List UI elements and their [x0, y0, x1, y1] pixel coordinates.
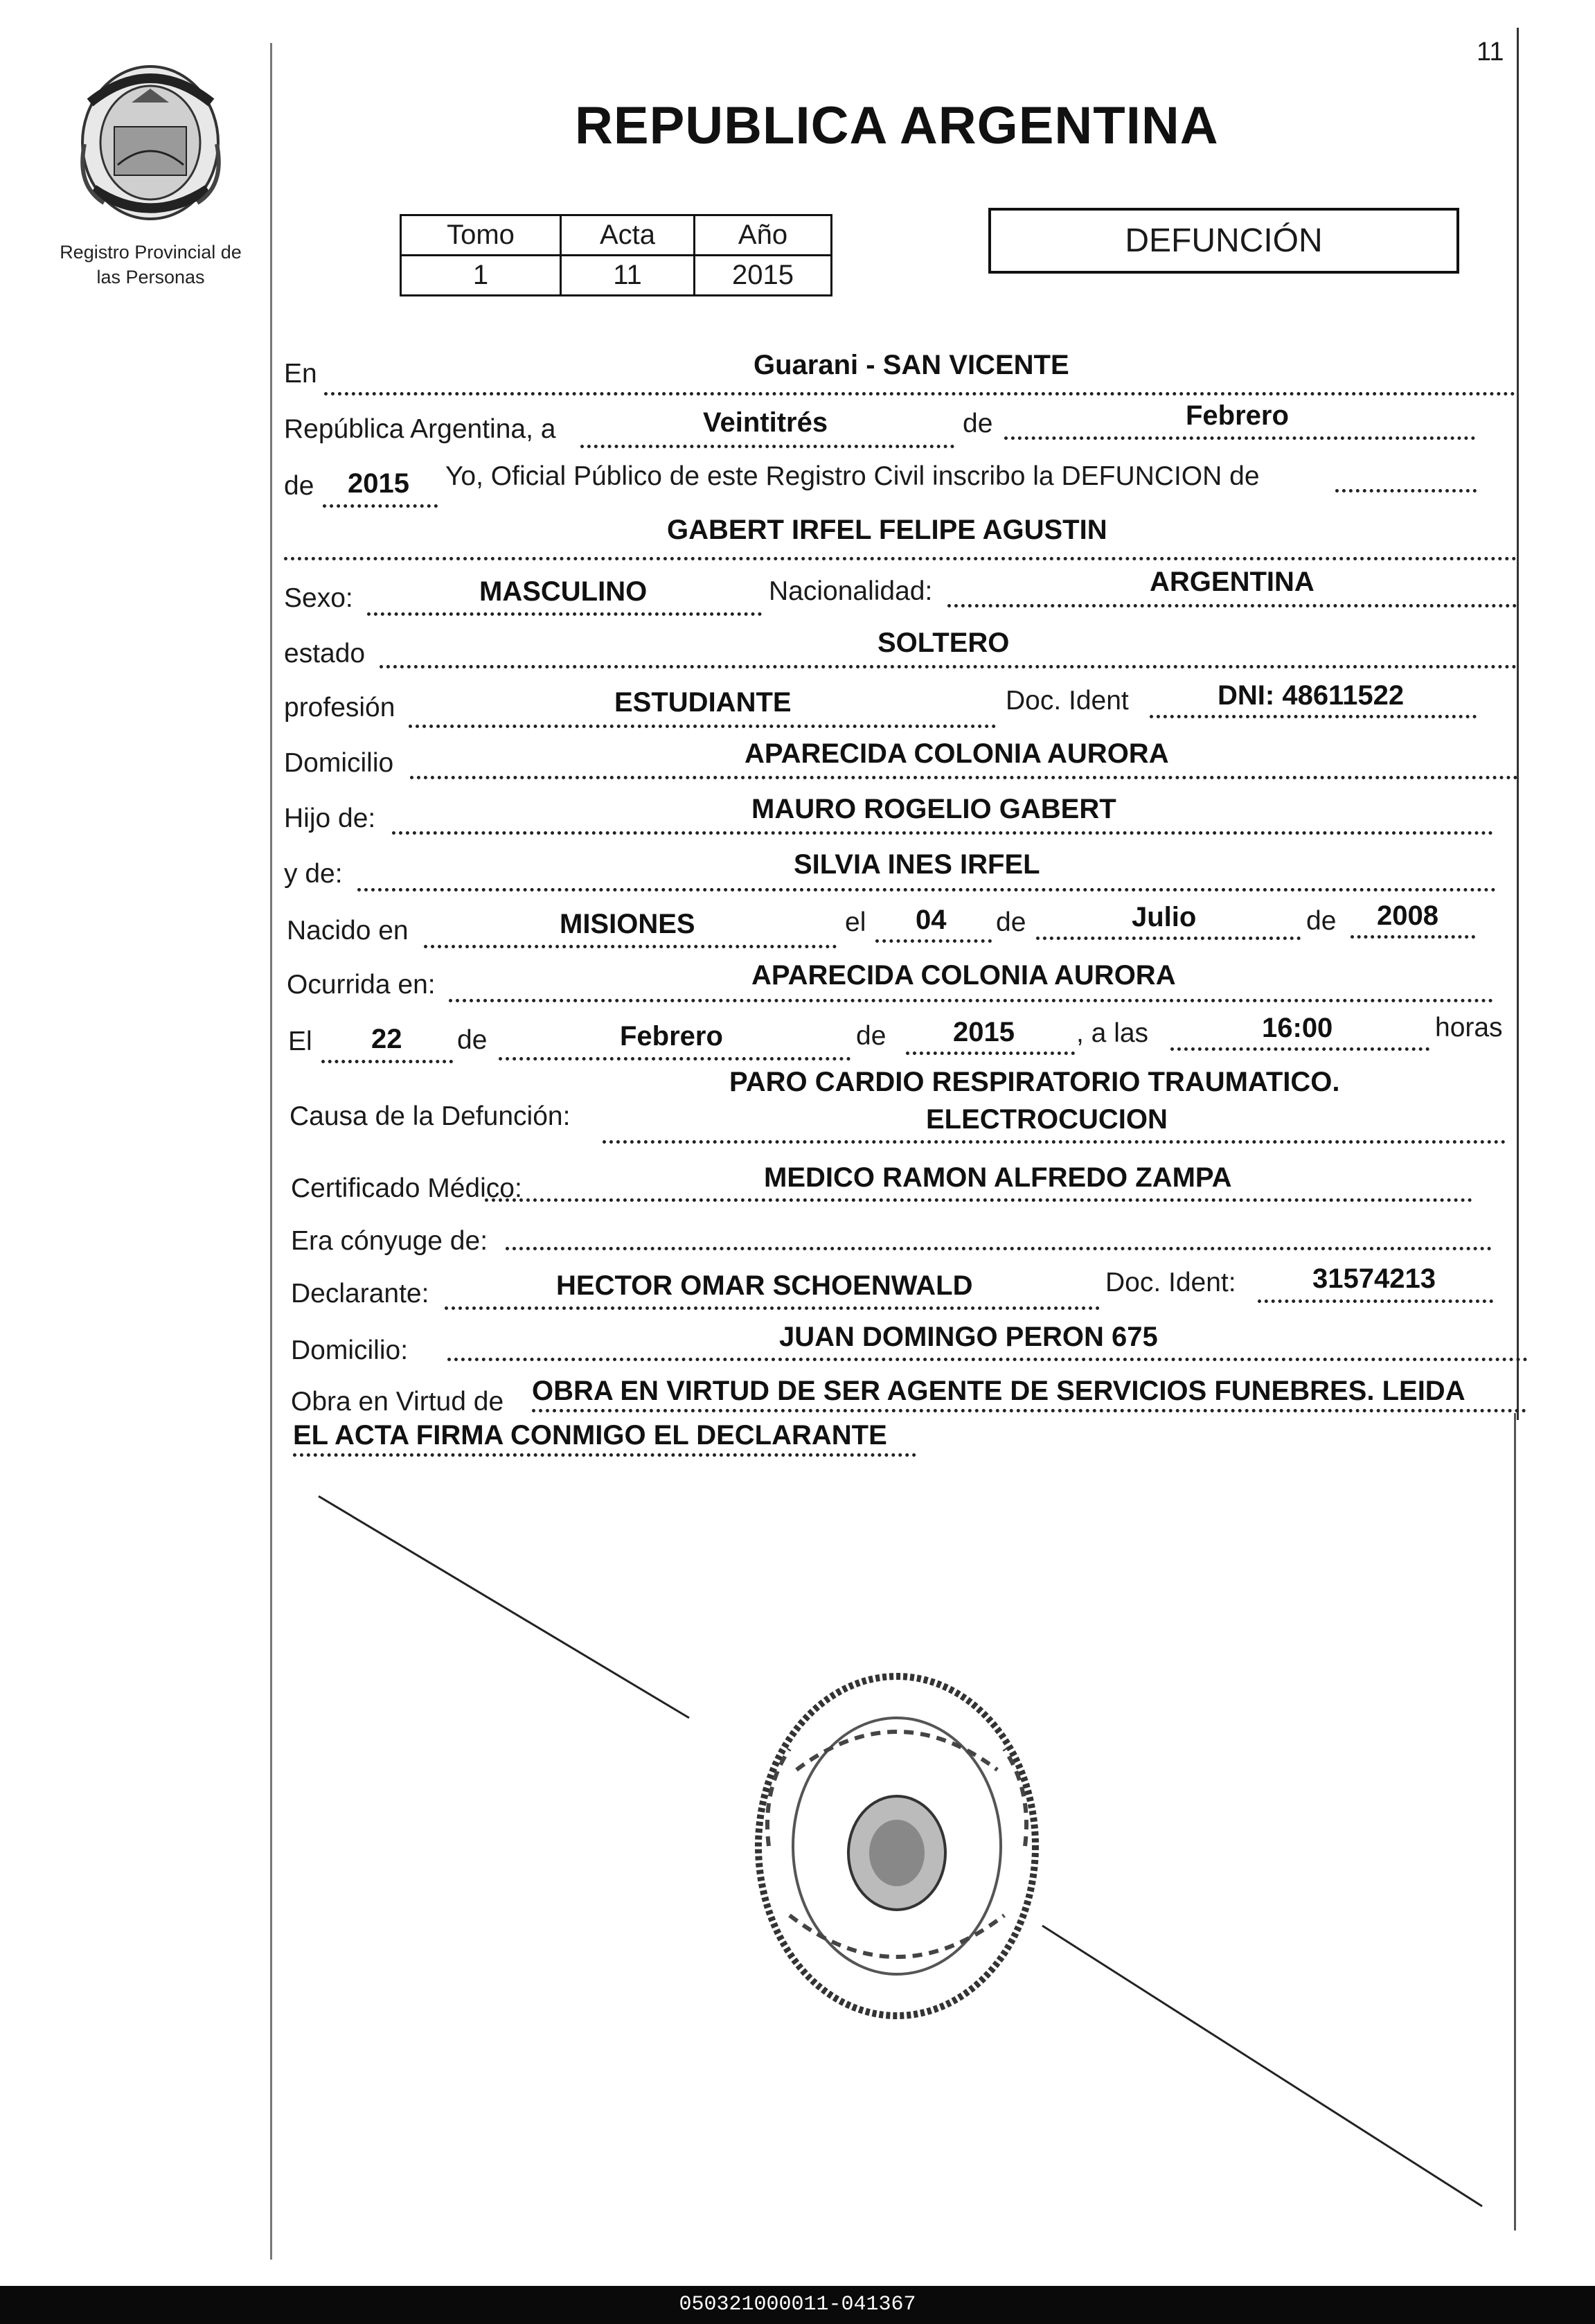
value-dia-texto: Veintitrés: [703, 407, 828, 438]
label-estado: estado: [284, 639, 366, 668]
value-nac-dia: 04: [916, 905, 947, 935]
label-de-def-anio: de: [856, 1021, 886, 1051]
value-anio: 2015: [695, 256, 832, 296]
document-type-box: DEFUNCIÓN: [988, 208, 1459, 274]
value-declarante-doc: 31574213: [1312, 1263, 1436, 1294]
label-doc-ident: Doc. Ident: [1006, 686, 1129, 716]
label-de-nac-anio: de: [1306, 906, 1337, 936]
value-def-anio: 2015: [953, 1017, 1015, 1047]
value-anio: 2015: [348, 468, 409, 499]
value-def-mes: Febrero: [620, 1021, 723, 1052]
label-republica: República Argentina, a: [284, 414, 556, 444]
value-nacido-en: MISIONES: [560, 909, 695, 939]
official-seal-stamp: [748, 1666, 1046, 2026]
label-causa: Causa de la Defunción:: [289, 1101, 571, 1131]
value-obra-line-1: OBRA EN VIRTUD DE SER AGENTE DE SERVICIOS FUNEBRES. LEIDA: [532, 1376, 1465, 1406]
value-mes: Febrero: [1186, 400, 1289, 431]
label-hijo-de: Hijo de:: [284, 804, 376, 833]
label-el-defuncion: El: [288, 1027, 312, 1056]
label-sexo: Sexo:: [284, 583, 353, 613]
label-doc-ident-declarante: Doc. Ident:: [1105, 1268, 1236, 1297]
value-nac-mes: Julio: [1132, 902, 1197, 932]
label-nacionalidad: Nacionalidad:: [769, 576, 933, 606]
document-title: REPUBLICA ARGENTINA: [575, 96, 1219, 155]
value-domicilio: APARECIDA COLONIA AURORA: [745, 738, 1169, 769]
value-tomo: 1: [401, 256, 561, 296]
label-nacido-en: Nacido en: [287, 916, 409, 946]
org-line-1: Registro Provincial de: [60, 242, 242, 263]
value-def-dia: 22: [371, 1024, 402, 1054]
label-horas: horas: [1435, 1013, 1503, 1043]
label-domicilio: Domicilio: [284, 748, 394, 778]
value-nacionalidad: ARGENTINA: [1150, 567, 1315, 597]
value-hora: 16:00: [1262, 1013, 1333, 1043]
label-de-nac-mes: de: [996, 907, 1026, 937]
label-profesion: profesión: [284, 693, 395, 722]
label-ocurrida-en: Ocurrida en:: [287, 970, 436, 1000]
page-number: 11: [1477, 37, 1504, 66]
label-certificado: Certificado Médico:: [291, 1173, 522, 1203]
value-nombre: GABERT IRFEL FELIPE AGUSTIN: [667, 515, 1107, 545]
label-conyuge: Era cónyuge de:: [291, 1226, 488, 1256]
value-lugar: Guarani - SAN VICENTE: [754, 350, 1069, 380]
value-doc-ident: DNI: 48611522: [1218, 680, 1405, 711]
value-profesion: ESTUDIANTE: [614, 687, 792, 718]
label-el: el: [845, 907, 866, 937]
document-barcode-number: 050321000011-041367: [0, 2286, 1595, 2324]
value-nac-anio: 2008: [1377, 901, 1438, 931]
header-acta: Acta: [561, 215, 695, 256]
value-acta: 11: [561, 256, 695, 296]
label-a-las: , a las: [1076, 1018, 1149, 1048]
value-declarante-domicilio: JUAN DOMINGO PERON 675: [779, 1322, 1158, 1352]
value-ocurrida-en: APARECIDA COLONIA AURORA: [751, 960, 1176, 991]
value-certificado: MEDICO RAMON ALFREDO ZAMPA: [764, 1162, 1232, 1193]
label-de-mes: de: [963, 409, 993, 438]
header-anio: Año: [695, 215, 832, 256]
value-declarante: HECTOR OMAR SCHOENWALD: [556, 1270, 973, 1301]
label-de-def-mes: de: [457, 1025, 488, 1055]
value-madre: SILVIA INES IRFEL: [794, 849, 1040, 880]
label-en: En: [284, 359, 317, 389]
value-estado: SOLTERO: [877, 628, 1010, 658]
value-causa-line-1: PARO CARDIO RESPIRATORIO TRAUMATICO.: [729, 1067, 1340, 1097]
value-causa-line-2: ELECTROCUCION: [926, 1104, 1168, 1135]
value-obra-line-2: EL ACTA FIRMA CONMIGO EL DECLARANTE: [293, 1420, 887, 1451]
label-de-anio: de: [284, 471, 314, 501]
label-declarante: Declarante:: [291, 1279, 429, 1309]
label-domicilio-declarante: Domicilio:: [291, 1336, 409, 1365]
header-tomo: Tomo: [401, 215, 561, 256]
label-y-de: y de:: [284, 859, 343, 889]
label-obra: Obra en Virtud de: [291, 1387, 504, 1417]
value-sexo: MASCULINO: [479, 576, 648, 607]
label-oficial: Yo, Oficial Público de este Registro Civil inscribo la DEFUNCION de: [445, 461, 1260, 491]
value-padre: MAURO ROGELIO GABERT: [751, 794, 1116, 824]
org-line-2: las Personas: [96, 267, 205, 287]
